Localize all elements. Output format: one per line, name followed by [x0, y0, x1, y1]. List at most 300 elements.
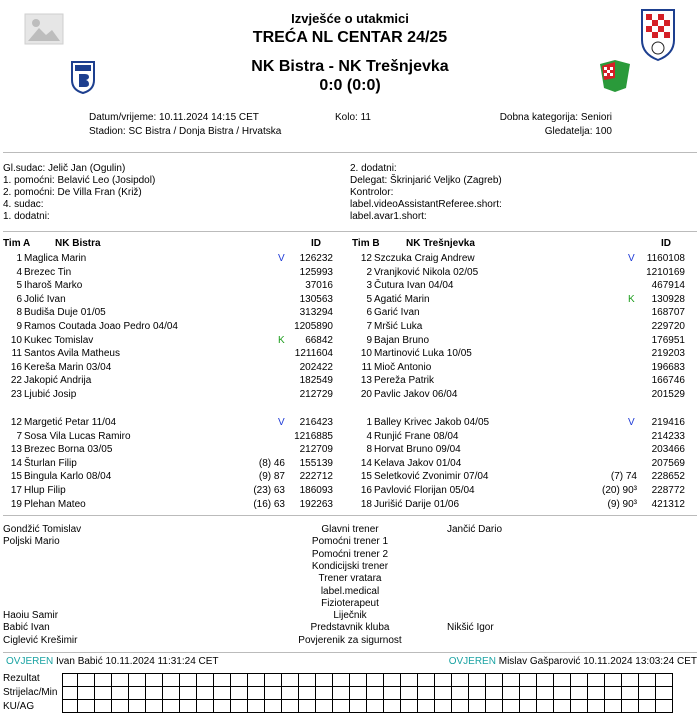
- goalkeeper-mark: V: [278, 417, 285, 428]
- player-number: 13: [360, 375, 372, 387]
- grid-cell: [435, 700, 452, 713]
- player-number: 1: [366, 417, 372, 428]
- player-id: 166746: [651, 375, 685, 387]
- additional-2: 2. dodatni:: [350, 163, 397, 174]
- grid-cell: [418, 674, 435, 687]
- player-name: Garić Ivan: [374, 307, 420, 319]
- player-number: 8: [366, 444, 372, 456]
- var: label.videoAssistantReferee.short:: [350, 199, 502, 210]
- player-name: Balley Krivec Jakob 04/05: [374, 417, 490, 428]
- result-grid-table: [62, 673, 673, 713]
- player-number: 23: [10, 389, 22, 400]
- player-id: 214233: [651, 430, 685, 442]
- team-a-label: Tim A: [3, 238, 31, 249]
- player-id: 1211604: [294, 348, 333, 360]
- grid-cell: [554, 687, 571, 700]
- substitution-minute: (20) 90³: [601, 485, 637, 496]
- player-name: Brezec Borna 03/05: [24, 444, 113, 456]
- player-id: 1216885: [294, 430, 333, 442]
- grid-cell: [316, 700, 333, 713]
- grid-cell: [452, 687, 469, 700]
- player-number: 6: [366, 307, 372, 319]
- grid-cell: [146, 700, 163, 713]
- grid-cell: [231, 700, 248, 713]
- player-id: 37016: [305, 280, 333, 292]
- grid-cell: [197, 674, 214, 687]
- staff-role: Liječnik: [333, 610, 367, 622]
- grid-cell: [418, 700, 435, 713]
- player-name: Santos Avila Matheus: [24, 348, 120, 360]
- grid-cell: [656, 674, 673, 687]
- substitution-minute: (9) 90³: [607, 498, 637, 510]
- team-b-staff: Jančić Dario: [447, 524, 503, 535]
- grid-cell: [333, 700, 350, 713]
- match-datetime: Datum/vrijeme: 10.11.2024 14:15 CET: [89, 112, 259, 123]
- grid-cell: [95, 687, 112, 700]
- substitution-minute: (8) 46: [258, 457, 285, 469]
- grid-cell: [146, 687, 163, 700]
- player-id: 125993: [299, 266, 333, 278]
- player-number: 3: [366, 280, 372, 292]
- player-id: 212729: [299, 389, 333, 400]
- goalkeeper-mark: V: [628, 417, 635, 428]
- player-name: Seletković Zvonimir 07/04: [374, 471, 489, 483]
- player-row: [0, 267, 700, 279]
- match-round: Kolo: 11: [335, 112, 371, 123]
- player-id: 203466: [651, 444, 685, 456]
- player-name: Martinović Luka 10/05: [374, 348, 472, 360]
- team-a-staff: Haoiu Samir: [3, 610, 59, 622]
- player-number: 14: [10, 457, 22, 469]
- player-id: 212709: [299, 444, 333, 456]
- grid-cell: [571, 674, 588, 687]
- grid-cell: [469, 674, 486, 687]
- player-number: 11: [11, 348, 22, 360]
- player-name: Brezec Tin: [24, 266, 72, 278]
- player-row: [0, 321, 700, 333]
- player-row: [0, 253, 700, 265]
- player-id: 130563: [299, 293, 333, 305]
- player-id: 216423: [299, 417, 333, 428]
- player-number: 16: [10, 361, 22, 373]
- grid-cell: [622, 687, 639, 700]
- player-name: Hlup Filip: [24, 485, 66, 496]
- grid-row-label: Strijelac/Min: [3, 687, 58, 698]
- player-number: 12: [360, 253, 372, 264]
- staff-role: Glavni trener: [321, 524, 379, 535]
- grid-cell: [112, 700, 129, 713]
- player-id: 229720: [651, 321, 685, 332]
- player-id: 219416: [651, 417, 685, 428]
- grid-cell: [95, 674, 112, 687]
- grid-cell: [588, 700, 605, 713]
- player-name: Szczuka Craig Andrew: [374, 253, 475, 264]
- substitution-minute: (23) 63: [253, 485, 285, 496]
- grid-cell: [571, 687, 588, 700]
- grid-cell: [299, 674, 316, 687]
- player-name: Margetić Petar 11/04: [24, 417, 117, 428]
- player-number: 12: [10, 417, 22, 428]
- team-a-staff: Babić Ivan: [3, 622, 50, 634]
- grid-cell: [197, 687, 214, 700]
- grid-cell: [452, 674, 469, 687]
- placeholder-image-icon: [24, 13, 64, 45]
- player-name: Pavlic Jakov 06/04: [374, 389, 458, 400]
- player-number: 7: [16, 430, 22, 442]
- grid-cell: [350, 674, 367, 687]
- player-id: 130928: [651, 293, 685, 305]
- player-number: 2: [366, 266, 372, 278]
- player-number: 18: [360, 498, 372, 510]
- grid-cell: [571, 700, 588, 713]
- grid-cell: [520, 700, 537, 713]
- verification-right: [449, 656, 697, 667]
- referee: Gl.sudac: Jelič Jan (Ogulin): [3, 163, 126, 174]
- player-number: 9: [366, 334, 372, 346]
- divider: [3, 515, 697, 516]
- grid-cell: [452, 700, 469, 713]
- grid-cell: [282, 687, 299, 700]
- player-name: Horvat Bruno 09/04: [374, 444, 461, 456]
- player-row: [0, 444, 700, 456]
- player-id: 1160108: [646, 253, 685, 264]
- captain-mark: K: [278, 334, 285, 346]
- player-id: 1205890: [294, 321, 333, 332]
- player-id: 176951: [651, 334, 685, 346]
- grid-cell: [384, 700, 401, 713]
- delegate: Delegat: Škrinjarić Veljko (Zagreb): [350, 175, 502, 186]
- staff-role: Pomoćni trener 2: [311, 548, 389, 560]
- grid-cell: [333, 674, 350, 687]
- team-b-crest: [598, 58, 632, 94]
- player-name: Jakopić Andrija: [24, 375, 92, 387]
- grid-cell: [282, 700, 299, 713]
- grid-cell: [299, 687, 316, 700]
- grid-cell: [469, 700, 486, 713]
- player-number: 15: [360, 471, 372, 483]
- player-name: Sosa Vila Lucas Ramiro: [24, 430, 131, 442]
- grid-cell: [486, 674, 503, 687]
- divider: [3, 152, 697, 153]
- team-a-crest: [70, 60, 96, 94]
- grid-cell: [316, 674, 333, 687]
- team-a-staff: Gondžić Tomislav: [3, 524, 82, 535]
- grid-cell: [299, 700, 316, 713]
- grid-cell: [350, 687, 367, 700]
- grid-cell: [63, 687, 78, 700]
- grid-cell: [537, 687, 554, 700]
- staff-role: Predstavnik kluba: [310, 622, 390, 634]
- grid-cell: [656, 700, 673, 713]
- stadium: Stadion: SC Bistra / Donja Bistra / Hrvatska: [89, 126, 282, 137]
- grid-cell: [588, 687, 605, 700]
- player-number: 19: [10, 498, 22, 510]
- grid-row-label: KU/AG: [3, 701, 35, 712]
- grid-cell: [231, 687, 248, 700]
- divider: [3, 652, 697, 653]
- staff-role: Kondicijski trener: [311, 560, 389, 572]
- additional-1: 1. dodatni:: [3, 211, 50, 222]
- player-number: 13: [10, 444, 22, 456]
- grid-cell: [435, 687, 452, 700]
- player-row: [0, 375, 700, 387]
- team-b-label: Tim B: [352, 238, 380, 249]
- player-number: 5: [16, 280, 22, 292]
- grid-cell: [129, 700, 146, 713]
- player-name: Mršić Luka: [374, 321, 423, 332]
- grid-cell: [214, 674, 231, 687]
- grid-cell: [588, 674, 605, 687]
- grid-cell: [605, 687, 622, 700]
- grid-cell: [520, 674, 537, 687]
- grid-cell: [384, 687, 401, 700]
- staff-role: Trener vratara: [318, 573, 382, 585]
- player-id: 228772: [651, 485, 685, 496]
- team-a-name: NK Bistra: [55, 238, 101, 249]
- grid-cell: [401, 674, 418, 687]
- grid-cell: [129, 674, 146, 687]
- grid-cell: [656, 687, 673, 700]
- player-id: 202422: [299, 361, 333, 373]
- grid-cell: [163, 687, 180, 700]
- assistant-1: 1. pomoćni: Belavić Leo (Josipdol): [3, 175, 156, 186]
- grid-cell: [214, 700, 231, 713]
- player-row: [0, 458, 700, 470]
- grid-cell: [554, 700, 571, 713]
- grid-cell: [503, 687, 520, 700]
- grid-cell: [95, 700, 112, 713]
- player-name: Vranjković Nikola 02/05: [374, 266, 479, 278]
- grid-cell: [282, 674, 299, 687]
- player-id: 182549: [299, 375, 333, 387]
- report-title: Izvješće o utakmici: [291, 11, 409, 26]
- player-name: Ramos Coutada Joao Pedro 04/04: [24, 321, 178, 332]
- player-number: 16: [360, 485, 372, 496]
- player-row: [0, 335, 700, 347]
- officials-left: [3, 163, 155, 223]
- team-a-staff: Poljski Mario: [3, 536, 60, 548]
- team-a-id-header: ID: [311, 238, 321, 249]
- player-name: Maglica Marin: [24, 253, 87, 264]
- grid-cell: [401, 700, 418, 713]
- player-number: 9: [16, 321, 22, 332]
- grid-cell: [435, 674, 452, 687]
- player-name: Pereža Patrik: [374, 375, 435, 387]
- team-b-staff: Nikšić Igor: [447, 622, 494, 634]
- player-number: 11: [361, 361, 372, 373]
- controller: Kontrolor:: [350, 187, 394, 198]
- grid-cell: [639, 700, 656, 713]
- grid-cell: [333, 687, 350, 700]
- grid-cell: [180, 687, 197, 700]
- grid-cell: [163, 674, 180, 687]
- grid-cell: [265, 674, 282, 687]
- player-row: [0, 471, 700, 483]
- player-id: 168707: [651, 307, 685, 319]
- player-name: Kukec Tomislav: [24, 334, 94, 346]
- grid-cell: [129, 687, 146, 700]
- player-name: Runjić Frane 08/04: [374, 430, 459, 442]
- grid-cell: [63, 700, 78, 713]
- grid-cell: [367, 687, 384, 700]
- player-id: 126232: [299, 253, 333, 264]
- grid-cell: [367, 674, 384, 687]
- player-row: [0, 431, 700, 443]
- grid-cell: [622, 674, 639, 687]
- grid-cell: [418, 687, 435, 700]
- player-row: [0, 294, 700, 306]
- player-number: 5: [366, 293, 372, 305]
- player-row: [0, 348, 700, 360]
- officials-right: [350, 163, 502, 223]
- staff-role: Fizioterapeut: [321, 597, 379, 609]
- grid-cell: [180, 700, 197, 713]
- player-number: 22: [10, 375, 22, 387]
- player-row: [0, 362, 700, 374]
- player-id: 421312: [651, 498, 685, 510]
- player-name: Plehan Mateo: [24, 498, 86, 510]
- player-name: Mioč Antonio: [374, 361, 432, 373]
- grid-cell: [248, 700, 265, 713]
- team-a-staff: Ciglević Krešimir: [3, 634, 78, 646]
- player-number: 6: [16, 293, 22, 305]
- match-score: 0:0 (0:0): [319, 77, 381, 94]
- player-number: 20: [360, 389, 372, 400]
- federation-logo: [638, 4, 678, 62]
- grid-cell: [350, 700, 367, 713]
- league-title: TREĆA NL CENTAR 24/25: [252, 29, 448, 46]
- player-number: 7: [366, 321, 372, 332]
- player-id: 222712: [299, 471, 333, 483]
- grid-cell: [112, 674, 129, 687]
- player-name: Bajan Bruno: [374, 334, 430, 346]
- grid-cell: [384, 674, 401, 687]
- grid-cell: [316, 687, 333, 700]
- verification-left: [6, 656, 219, 667]
- captain-mark: K: [628, 293, 635, 305]
- player-name: Šturlan Filip: [24, 457, 77, 469]
- grid-cell: [265, 687, 282, 700]
- player-id: 186093: [299, 485, 333, 496]
- player-id: 201529: [651, 389, 685, 400]
- grid-cell: [146, 674, 163, 687]
- substitution-minute: (16) 63: [253, 498, 285, 510]
- player-name: Kereša Marin 03/04: [24, 361, 112, 373]
- player-row: [0, 417, 700, 429]
- age-category: Dobna kategorija: Seniori: [499, 112, 612, 123]
- team-b-id-header: ID: [661, 238, 671, 249]
- player-name: Čutura Ivan 04/04: [374, 280, 454, 292]
- grid-cell: [605, 674, 622, 687]
- grid-cell: [537, 674, 554, 687]
- grid-cell: [78, 700, 95, 713]
- grid-cell: [537, 700, 554, 713]
- staff-role: Pomoćni trener 1: [311, 536, 389, 548]
- player-id: 313294: [299, 307, 333, 319]
- player-number: 8: [16, 307, 22, 319]
- player-row: [0, 389, 700, 401]
- team-b-name: NK Trešnjevka: [406, 238, 475, 249]
- player-id: 155139: [299, 457, 333, 469]
- player-row: [0, 280, 700, 292]
- grid-cell: [78, 687, 95, 700]
- player-name: Jurišić Darije 01/06: [374, 498, 460, 510]
- fourth-official: 4. sudac:: [3, 199, 44, 210]
- player-row: [0, 307, 700, 319]
- grid-cell: [622, 700, 639, 713]
- grid-cell: [520, 687, 537, 700]
- grid-cell: [248, 687, 265, 700]
- grid-cell: [554, 674, 571, 687]
- grid-cell: [486, 700, 503, 713]
- grid-cell: [265, 700, 282, 713]
- player-id: 192263: [299, 498, 333, 510]
- grid-row-label: Rezultat: [3, 673, 40, 684]
- player-id: 467914: [651, 280, 685, 292]
- player-name: Jolić Ivan: [24, 293, 66, 305]
- verified-by-left: Ivan Babić 10.11.2024 11:31:24 CET: [56, 656, 219, 667]
- player-number: 17: [10, 485, 22, 496]
- player-name: Ljubić Josip: [24, 389, 77, 400]
- grid-cell: [639, 674, 656, 687]
- player-id: 219203: [651, 348, 685, 360]
- player-number: 10: [10, 334, 22, 346]
- grid-cell: [163, 700, 180, 713]
- substitution-minute: (7) 74: [610, 471, 637, 483]
- grid-cell: [248, 674, 265, 687]
- grid-cell: [214, 687, 231, 700]
- player-id: 196683: [651, 361, 685, 373]
- grid-cell: [469, 687, 486, 700]
- staff-role: label.medical: [320, 585, 380, 597]
- verified-label: OVJEREN: [448, 656, 496, 667]
- player-id: 66842: [305, 334, 333, 346]
- player-name: Budiša Duje 01/05: [24, 307, 106, 319]
- assistant-2: 2. pomoćni: De Villa Fran (Križ): [3, 187, 142, 198]
- player-number: 15: [10, 471, 22, 483]
- player-name: Pavlović Florijan 05/04: [374, 485, 475, 496]
- player-number: 14: [360, 457, 372, 469]
- staff-role: Povjerenik za sigurnost: [298, 634, 402, 646]
- player-id: 207569: [651, 457, 685, 469]
- player-number: 4: [366, 430, 372, 442]
- player-name: Bingula Karlo 08/04: [24, 471, 112, 483]
- grid-cell: [401, 687, 418, 700]
- grid-cell: [639, 687, 656, 700]
- player-name: Agatić Marin: [374, 293, 430, 305]
- player-row: [0, 485, 700, 497]
- player-name: Kelava Jakov 01/04: [374, 457, 462, 469]
- verified-label: OVJEREN: [6, 656, 54, 667]
- grid-cell: [503, 700, 520, 713]
- grid-cell: [486, 687, 503, 700]
- grid-cell: [78, 674, 95, 687]
- match-title: NK Bistra - NK Trešnjevka: [251, 58, 449, 75]
- grid-cell: [197, 700, 214, 713]
- grid-cell: [180, 674, 197, 687]
- player-id: 228652: [651, 471, 685, 483]
- grid-cell: [63, 674, 78, 687]
- grid-cell: [231, 674, 248, 687]
- player-name: Iharoš Marko: [24, 280, 83, 292]
- grid-cell: [605, 700, 622, 713]
- avar: label.avar1.short:: [350, 211, 427, 222]
- player-number: 1: [16, 253, 22, 264]
- attendance: Gledatelja: 100: [544, 126, 612, 137]
- goalkeeper-mark: V: [628, 253, 635, 264]
- player-id: 1210169: [646, 266, 685, 278]
- player-number: 4: [16, 266, 22, 278]
